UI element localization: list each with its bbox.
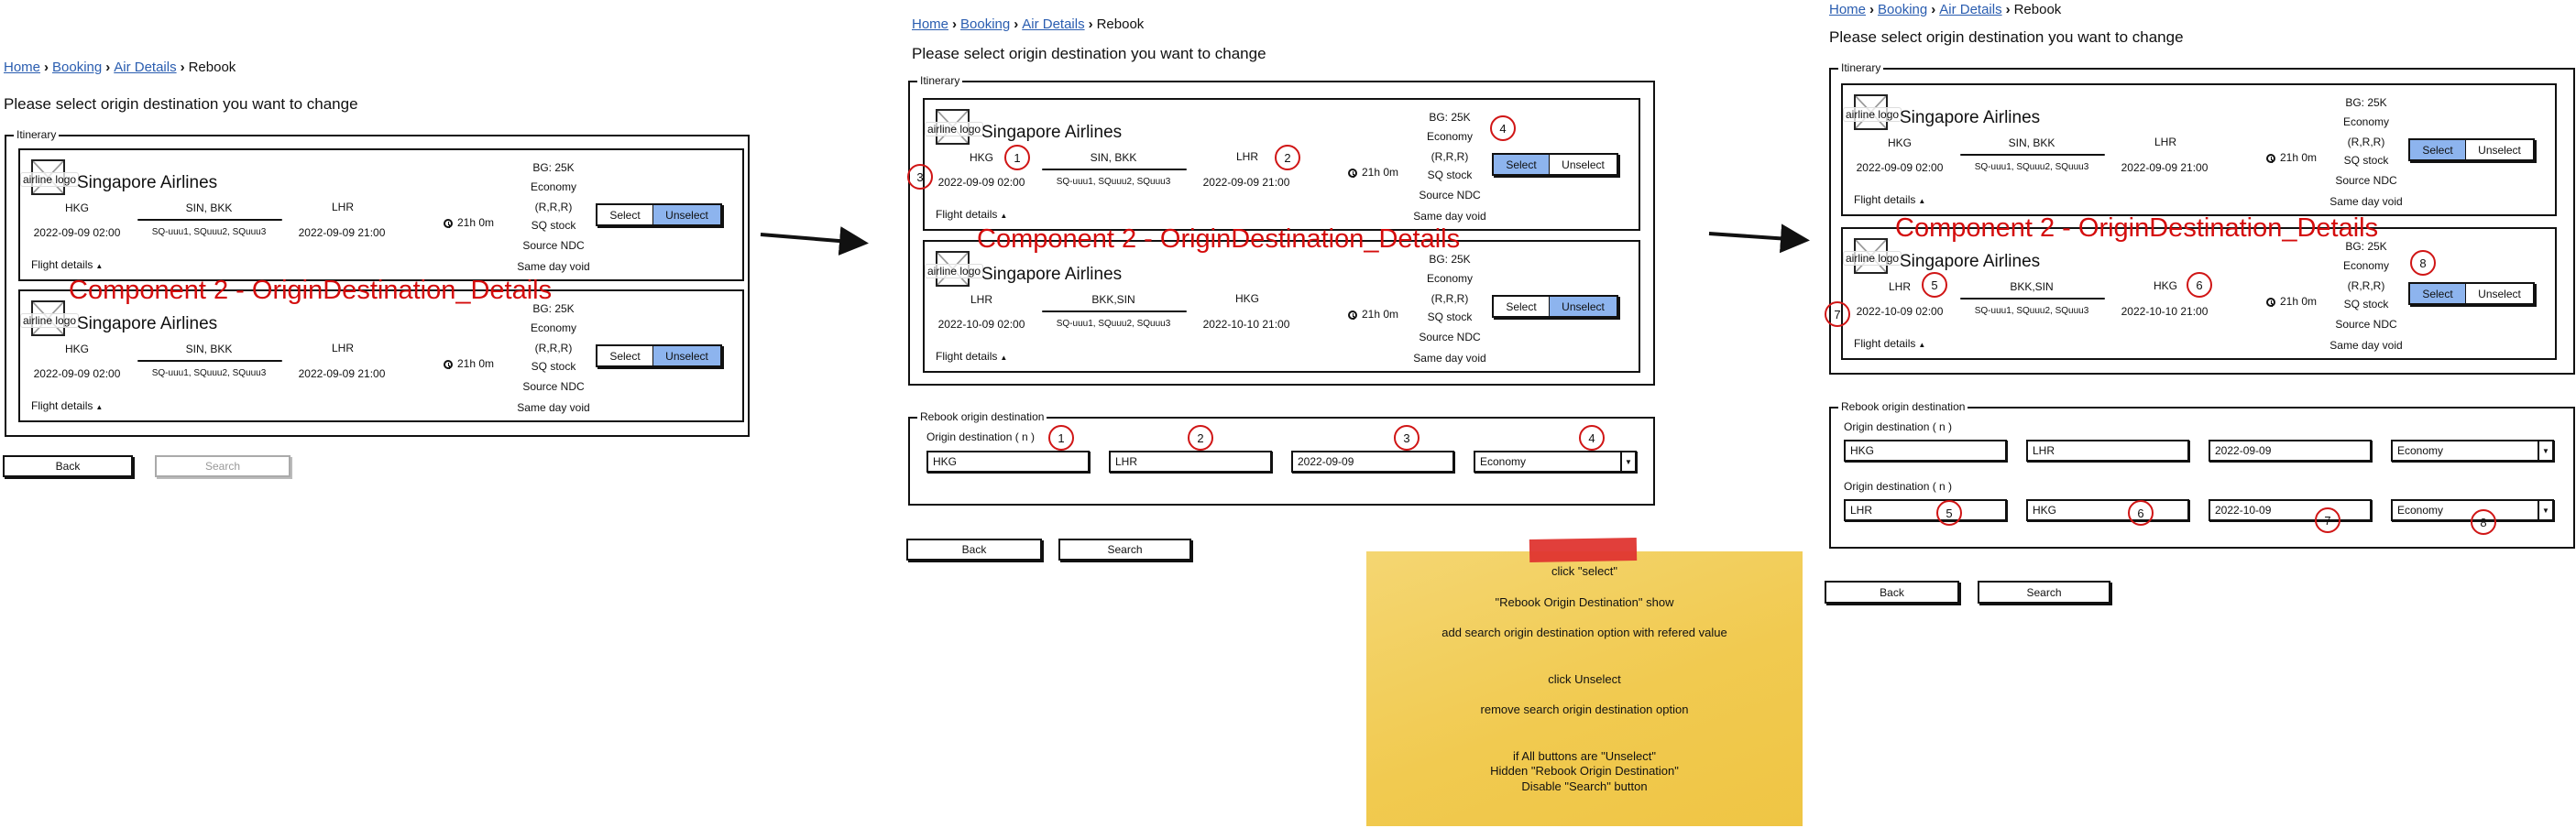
select-toggle[interactable] bbox=[1492, 153, 1618, 176]
annotation-marker: 4 bbox=[1579, 425, 1605, 451]
duration: 21h 0m bbox=[1362, 308, 1399, 321]
select-toggle[interactable] bbox=[2408, 282, 2535, 305]
destination-value: LHR bbox=[1115, 455, 1138, 468]
date-input[interactable] bbox=[2209, 440, 2372, 462]
sticky-note-line: click "select" bbox=[1551, 564, 1618, 578]
fare-info-0: BG: 25K bbox=[2345, 96, 2387, 109]
search-button[interactable]: Search bbox=[1978, 581, 2110, 604]
back-button[interactable]: Back bbox=[3, 455, 133, 477]
component-annotation-label: Component 2 - OriginDestination_Details bbox=[69, 276, 553, 305]
breadcrumb-air-details[interactable]: Air Details bbox=[114, 60, 177, 75]
chevron-down-icon[interactable]: ▼ bbox=[2538, 501, 2552, 519]
instruction-text: Please select origin destination you want to change bbox=[1829, 28, 2184, 46]
airline-name: Singapore Airlines bbox=[1900, 108, 2041, 127]
origin-destination-card bbox=[923, 240, 1640, 373]
flight-numbers: SQ-uuu1, SQuuu2, SQuuu3 bbox=[151, 227, 267, 237]
origin-input[interactable] bbox=[1844, 499, 2007, 521]
flight-details-label: Flight details bbox=[1854, 193, 1916, 206]
flight-details-toggle[interactable] bbox=[1854, 337, 1925, 350]
flight-numbers: SQ-uuu1, SQuuu2, SQuuu3 bbox=[1056, 177, 1171, 187]
back-button[interactable]: Back bbox=[906, 539, 1042, 561]
breadcrumb-home[interactable]: Home bbox=[1829, 2, 1867, 17]
fare-info-5: Same day void bbox=[2329, 339, 2403, 352]
select-toggle[interactable] bbox=[1492, 295, 1618, 318]
fare-info-2: (R,R,R) bbox=[2347, 279, 2385, 292]
destination-code: LHR bbox=[331, 201, 355, 213]
destination-input[interactable] bbox=[2026, 440, 2189, 462]
cabin-value: Economy bbox=[2397, 444, 2444, 457]
via-stops: SIN, BKK bbox=[2008, 136, 2055, 149]
sticky-note-line: Disable "Search" button bbox=[1521, 779, 1648, 793]
fare-info-1: Economy bbox=[530, 321, 577, 334]
clock-icon bbox=[1348, 310, 1357, 320]
origin-code: HKG bbox=[64, 343, 90, 355]
fare-info-2: (R,R,R) bbox=[534, 342, 573, 354]
rebook-legend: Rebook origin destination bbox=[917, 410, 1047, 423]
breadcrumb-home[interactable]: Home bbox=[912, 16, 949, 32]
select-button[interactable]: Select bbox=[2410, 140, 2466, 159]
airline-logo-label: airline logo bbox=[20, 172, 79, 187]
via-stops: SIN, BKK bbox=[185, 202, 233, 214]
fare-info-5: Same day void bbox=[1413, 210, 1486, 223]
date-input[interactable] bbox=[1291, 451, 1454, 473]
annotation-marker: 8 bbox=[2410, 250, 2436, 276]
caret-up-icon: ▲ bbox=[95, 403, 104, 411]
airline-logo-label: airline logo bbox=[925, 122, 983, 136]
destination-value: HKG bbox=[2033, 504, 2057, 517]
route-line bbox=[1042, 310, 1187, 312]
select-button[interactable]: Select bbox=[2410, 284, 2466, 303]
sticky-note-line: Hidden "Rebook Origin Destination" bbox=[1490, 764, 1679, 778]
select-button[interactable]: Select bbox=[597, 346, 653, 365]
via-stops: BKK,SIN bbox=[1091, 293, 1135, 306]
breadcrumb-rebook: Rebook bbox=[2013, 2, 2062, 17]
fare-info-1: Economy bbox=[1426, 272, 1474, 285]
flight-details-label: Flight details bbox=[936, 208, 998, 221]
caret-up-icon: ▲ bbox=[1918, 341, 1926, 349]
flight-details-toggle[interactable] bbox=[936, 350, 1007, 363]
chevron-right-icon: › bbox=[1869, 2, 1875, 17]
fare-info-3: SQ stock bbox=[1427, 169, 1473, 181]
annotation-marker: 1 bbox=[1004, 145, 1030, 170]
select-button[interactable]: Select bbox=[1494, 297, 1550, 316]
arrival-time: 2022-09-09 21:00 bbox=[298, 226, 386, 239]
departure-time: 2022-09-09 02:00 bbox=[937, 176, 1025, 189]
unselect-button[interactable]: Unselect bbox=[2478, 287, 2521, 300]
search-button[interactable]: Search bbox=[1058, 539, 1191, 561]
destination-input[interactable] bbox=[2026, 499, 2189, 521]
fare-info-4: Source NDC bbox=[1419, 331, 1481, 343]
origin-value: HKG bbox=[1850, 444, 1875, 457]
clock-icon bbox=[2266, 298, 2275, 307]
itinerary-legend: Itinerary bbox=[1838, 61, 1883, 74]
departure-time: 2022-10-09 02:00 bbox=[1856, 305, 1944, 318]
fare-info-3: SQ stock bbox=[1427, 310, 1473, 323]
annotation-marker: 3 bbox=[907, 164, 933, 190]
duration: 21h 0m bbox=[1362, 166, 1399, 179]
airline-name: Singapore Airlines bbox=[77, 173, 218, 192]
fare-info-2: (R,R,R) bbox=[534, 201, 573, 213]
chevron-right-icon: › bbox=[2005, 2, 2011, 17]
caret-up-icon: ▲ bbox=[1000, 354, 1008, 362]
fare-info-5: Same day void bbox=[2329, 195, 2403, 208]
clock-icon bbox=[2266, 154, 2275, 163]
fare-info-5: Same day void bbox=[517, 401, 590, 414]
annotation-marker: 3 bbox=[1394, 425, 1420, 451]
fare-info-0: BG: 25K bbox=[532, 302, 575, 315]
annotation-marker: 7 bbox=[2315, 507, 2340, 533]
fare-info-3: SQ stock bbox=[2343, 298, 2389, 310]
fare-info-1: Economy bbox=[530, 180, 577, 193]
departure-time: 2022-09-09 02:00 bbox=[1856, 161, 1944, 174]
cabin-select[interactable] bbox=[1474, 451, 1637, 473]
flight-details-toggle[interactable] bbox=[936, 208, 1007, 221]
destination-value: LHR bbox=[2033, 444, 2055, 457]
duration: 21h 0m bbox=[2280, 295, 2318, 308]
route-line bbox=[137, 360, 282, 362]
origin-value: LHR bbox=[1850, 504, 1873, 517]
breadcrumb bbox=[1829, 2, 2061, 17]
flight-numbers: SQ-uuu1, SQuuu2, SQuuu3 bbox=[1974, 306, 2089, 316]
arrival-time: 2022-10-10 21:00 bbox=[2121, 305, 2209, 318]
chevron-right-icon: › bbox=[105, 60, 111, 75]
airline-logo-label: airline logo bbox=[20, 313, 79, 328]
arrival-time: 2022-09-09 21:00 bbox=[2121, 161, 2209, 174]
fare-info-4: Source NDC bbox=[522, 239, 585, 252]
search-button[interactable]: Search bbox=[155, 455, 290, 477]
cabin-select[interactable] bbox=[2391, 440, 2554, 462]
arrival-time: 2022-10-10 21:00 bbox=[1202, 318, 1290, 331]
date-input[interactable] bbox=[2209, 499, 2372, 521]
fare-info-2: (R,R,R) bbox=[1431, 150, 1469, 163]
airline-name: Singapore Airlines bbox=[981, 265, 1123, 284]
sticky-note-line: if All buttons are "Unselect" bbox=[1513, 749, 1656, 763]
origin-code: HKG bbox=[64, 202, 90, 214]
duration: 21h 0m bbox=[457, 216, 495, 229]
origin-destination-label: Origin destination ( n ) bbox=[1844, 420, 1953, 433]
route-line bbox=[137, 219, 282, 221]
instruction-text: Please select origin destination you want to change bbox=[4, 95, 358, 113]
fare-info-1: Economy bbox=[2342, 115, 2390, 128]
departure-time: 2022-09-09 02:00 bbox=[33, 226, 121, 239]
breadcrumb-air-details[interactable]: Air Details bbox=[1939, 2, 2002, 17]
fare-info-4: Source NDC bbox=[2335, 318, 2397, 331]
annotation-marker: 7 bbox=[1825, 301, 1850, 327]
flight-numbers: SQ-uuu1, SQuuu2, SQuuu3 bbox=[1974, 162, 2089, 172]
origin-input[interactable] bbox=[926, 451, 1090, 473]
airline-name: Singapore Airlines bbox=[981, 123, 1123, 142]
arrow-icon bbox=[1709, 234, 1803, 240]
via-stops: BKK,SIN bbox=[2010, 280, 2054, 293]
itinerary-legend: Itinerary bbox=[917, 74, 962, 87]
fare-info-1: Economy bbox=[1426, 130, 1474, 143]
select-toggle[interactable] bbox=[596, 203, 722, 226]
destination-code: LHR bbox=[1235, 150, 1259, 163]
origin-destination-label: Origin destination ( n ) bbox=[1844, 480, 1953, 493]
fare-info-3: SQ stock bbox=[2343, 154, 2389, 167]
instruction-text: Please select origin destination you want to change bbox=[912, 45, 1266, 62]
fare-info-0: BG: 25K bbox=[1429, 253, 1471, 266]
chevron-right-icon: › bbox=[44, 60, 49, 75]
unselect-button[interactable]: Unselect bbox=[2478, 143, 2521, 157]
breadcrumb-home[interactable]: Home bbox=[4, 60, 41, 75]
annotation-marker: 6 bbox=[2128, 500, 2154, 526]
sticky-note-line: add search origin destination option with refered value bbox=[1441, 626, 1727, 639]
destination-code: LHR bbox=[331, 342, 355, 354]
via-stops: SIN, BKK bbox=[185, 343, 233, 355]
annotation-marker: 2 bbox=[1188, 425, 1213, 451]
fare-info-3: SQ stock bbox=[531, 360, 576, 373]
date-value: 2022-09-09 bbox=[1298, 455, 1354, 468]
origin-code: HKG bbox=[1887, 136, 1913, 149]
flight-details-toggle[interactable] bbox=[1854, 193, 1925, 206]
annotation-marker: 8 bbox=[2471, 509, 2496, 535]
unselect-button[interactable]: Unselect bbox=[653, 205, 720, 224]
route-line bbox=[1960, 154, 2105, 156]
back-button[interactable]: Back bbox=[1825, 581, 1959, 604]
fare-info-0: BG: 25K bbox=[532, 161, 575, 174]
breadcrumb-air-details[interactable]: Air Details bbox=[1022, 16, 1085, 32]
breadcrumb bbox=[912, 16, 1144, 32]
flight-numbers: SQ-uuu1, SQuuu2, SQuuu3 bbox=[1056, 319, 1171, 329]
clock-icon bbox=[444, 219, 453, 228]
fare-info-5: Same day void bbox=[1413, 352, 1486, 365]
component-annotation-label: Component 2 - OriginDestination_Details bbox=[1895, 213, 2379, 243]
select-toggle[interactable] bbox=[2408, 138, 2535, 161]
date-value: 2022-09-09 bbox=[2215, 444, 2272, 457]
arrival-time: 2022-09-09 21:00 bbox=[1202, 176, 1290, 189]
fare-info-5: Same day void bbox=[517, 260, 590, 273]
fare-info-2: (R,R,R) bbox=[1431, 292, 1469, 305]
cabin-value: Economy bbox=[1480, 455, 1527, 468]
component-annotation-label: Component 2 - OriginDestination_Details bbox=[977, 224, 1461, 254]
chevron-right-icon: › bbox=[180, 60, 185, 75]
caret-up-icon: ▲ bbox=[95, 262, 104, 270]
breadcrumb-booking[interactable]: Booking bbox=[960, 16, 1011, 32]
itinerary-legend: Itinerary bbox=[14, 128, 59, 141]
route-line bbox=[1042, 169, 1187, 170]
airline-logo-label: airline logo bbox=[925, 264, 983, 278]
departure-time: 2022-09-09 02:00 bbox=[33, 367, 121, 380]
breadcrumb-rebook: Rebook bbox=[188, 60, 236, 75]
chevron-down-icon[interactable]: ▼ bbox=[2538, 441, 2552, 460]
arrow-icon bbox=[761, 234, 861, 243]
flight-details-label: Flight details bbox=[31, 258, 93, 271]
annotation-marker: 4 bbox=[1490, 115, 1516, 141]
origin-destination-card bbox=[18, 289, 744, 422]
fare-info-4: Source NDC bbox=[522, 380, 585, 393]
flight-details-toggle[interactable] bbox=[31, 399, 103, 412]
breadcrumb-booking[interactable]: Booking bbox=[52, 60, 103, 75]
departure-time: 2022-10-09 02:00 bbox=[937, 318, 1025, 331]
select-button[interactable]: Select bbox=[597, 205, 653, 224]
airline-logo-label: airline logo bbox=[1843, 107, 1902, 122]
duration: 21h 0m bbox=[2280, 151, 2318, 164]
destination-code: HKG bbox=[2153, 279, 2178, 292]
unselect-button[interactable]: Unselect bbox=[1562, 158, 1605, 171]
annotation-marker: 6 bbox=[2187, 272, 2212, 298]
unselect-button[interactable]: Unselect bbox=[653, 346, 720, 365]
clock-icon bbox=[444, 360, 453, 369]
chevron-right-icon: › bbox=[1088, 16, 1093, 32]
duration: 21h 0m bbox=[457, 357, 495, 370]
fare-info-4: Source NDC bbox=[2335, 174, 2397, 187]
chevron-down-icon[interactable]: ▼ bbox=[1620, 452, 1635, 471]
flight-numbers: SQ-uuu1, SQuuu2, SQuuu3 bbox=[151, 368, 267, 378]
caret-up-icon: ▲ bbox=[1918, 197, 1926, 205]
sticky-note-line: remove search origin destination option bbox=[1480, 703, 1689, 716]
via-stops: SIN, BKK bbox=[1090, 151, 1137, 164]
origin-code: LHR bbox=[970, 293, 993, 306]
chevron-right-icon: › bbox=[1014, 16, 1019, 32]
annotation-marker: 5 bbox=[1936, 500, 1962, 526]
fare-info-2: (R,R,R) bbox=[2347, 136, 2385, 148]
sticky-note-line: "Rebook Origin Destination" show bbox=[1495, 595, 1674, 609]
flight-details-label: Flight details bbox=[936, 350, 998, 363]
clock-icon bbox=[1348, 169, 1357, 178]
annotation-marker: 2 bbox=[1275, 145, 1300, 170]
cabin-value: Economy bbox=[2397, 504, 2444, 517]
sticky-note-tape bbox=[1529, 538, 1637, 562]
origin-value: HKG bbox=[933, 455, 958, 468]
fare-info-0: BG: 25K bbox=[2345, 240, 2387, 253]
date-value: 2022-10-09 bbox=[2215, 504, 2272, 517]
origin-destination-label: Origin destination ( n ) bbox=[926, 430, 1036, 443]
breadcrumb-booking[interactable]: Booking bbox=[1878, 2, 1928, 17]
caret-up-icon: ▲ bbox=[1000, 212, 1008, 220]
breadcrumb bbox=[4, 60, 236, 75]
origin-code: LHR bbox=[1888, 280, 1912, 293]
sticky-note-line: click Unselect bbox=[1548, 672, 1621, 686]
chevron-right-icon: › bbox=[1931, 2, 1936, 17]
annotation-marker: 1 bbox=[1048, 425, 1074, 451]
select-toggle[interactable] bbox=[596, 344, 722, 367]
rebook-legend: Rebook origin destination bbox=[1838, 400, 1968, 413]
fare-info-0: BG: 25K bbox=[1429, 111, 1471, 124]
airline-name: Singapore Airlines bbox=[1900, 252, 2041, 271]
origin-destination-card bbox=[18, 148, 744, 281]
airline-logo-label: airline logo bbox=[1843, 251, 1902, 266]
destination-code: HKG bbox=[1234, 292, 1260, 305]
flight-details-label: Flight details bbox=[1854, 337, 1916, 350]
route-line bbox=[1960, 298, 2105, 300]
annotation-marker: 5 bbox=[1922, 272, 1947, 298]
unselect-button[interactable]: Unselect bbox=[1550, 297, 1617, 316]
origin-code: HKG bbox=[969, 151, 994, 164]
origin-destination-card bbox=[1841, 83, 2557, 216]
fare-info-3: SQ stock bbox=[531, 219, 576, 232]
origin-input[interactable] bbox=[1844, 440, 2007, 462]
breadcrumb-rebook: Rebook bbox=[1096, 16, 1145, 32]
chevron-right-icon: › bbox=[952, 16, 958, 32]
arrival-time: 2022-09-09 21:00 bbox=[298, 367, 386, 380]
select-button[interactable]: Select bbox=[1494, 155, 1550, 174]
airline-name: Singapore Airlines bbox=[77, 314, 218, 333]
fare-info-1: Economy bbox=[2342, 259, 2390, 272]
flight-details-label: Flight details bbox=[31, 399, 93, 412]
flight-details-toggle[interactable] bbox=[31, 258, 103, 271]
fare-info-4: Source NDC bbox=[1419, 189, 1481, 202]
destination-input[interactable] bbox=[1109, 451, 1272, 473]
destination-code: LHR bbox=[2154, 136, 2177, 148]
